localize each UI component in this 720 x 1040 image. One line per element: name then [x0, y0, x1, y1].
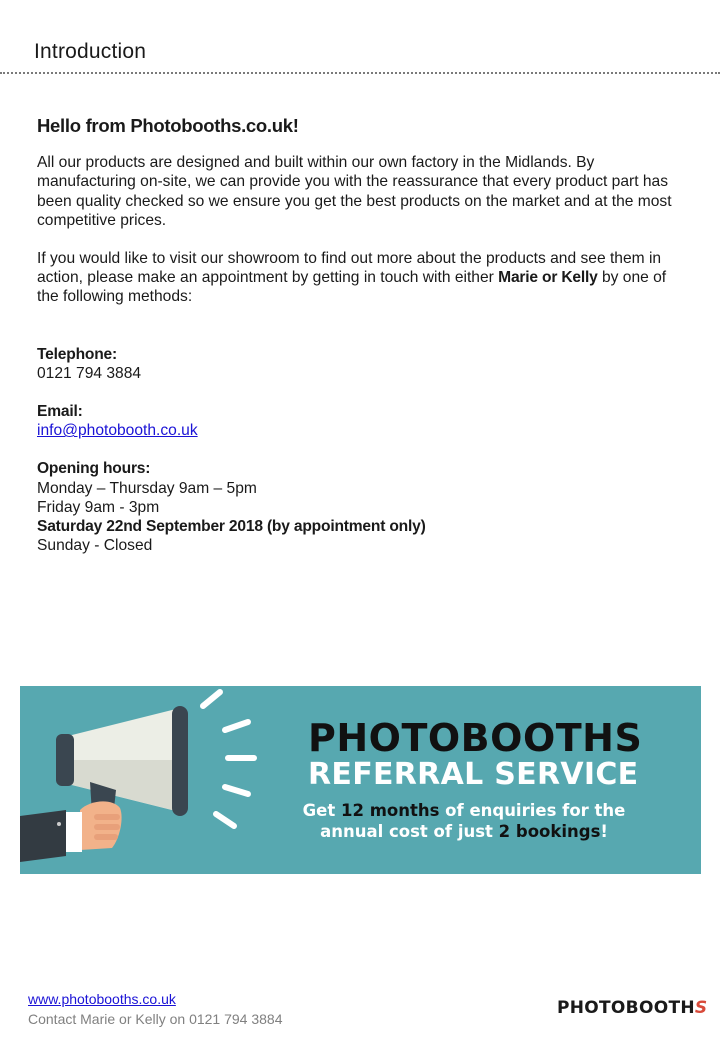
offer-text-4: ! [600, 822, 608, 841]
referral-banner[interactable] [20, 686, 701, 874]
greeting-heading: Hello from Photobooths.co.uk! [37, 115, 299, 136]
logo-accent: S [694, 998, 708, 1018]
showroom-paragraph [37, 249, 687, 307]
megaphone-icon [20, 686, 320, 874]
offer-bookings: 2 bookings [498, 822, 601, 841]
banner-offer [302, 800, 626, 842]
hours-sunday: Sunday - Closed [37, 537, 153, 555]
website-link[interactable]: www.photobooths.co.uk [28, 991, 176, 1007]
showroom-text-start: If you would like to visit our showroom to find out more about the products and see them in action, please make an appointment by getting in touch with either [37, 250, 662, 287]
photobooths-logo [557, 998, 707, 1018]
showroom-text-end: by one of the following methods: [37, 269, 667, 306]
hours-friday: Friday 9am - 3pm [37, 498, 160, 516]
opening-hours-label: Opening hours: [37, 460, 151, 478]
email-label: Email: [37, 403, 83, 421]
page-title: Introduction [34, 40, 147, 63]
telephone-label: Telephone: [37, 345, 118, 363]
contact-names: Marie or Kelly [498, 269, 598, 287]
hours-saturday: Saturday 22nd September 2018 (by appointment only) [37, 518, 426, 536]
opening-hours-block [37, 459, 687, 555]
banner-subtitle: REFERRAL SERVICE [308, 757, 639, 792]
document-body [37, 116, 687, 574]
footer-contact: Contact Marie or Kelly on 0121 794 3884 [28, 1011, 283, 1027]
logo-main: PHOTOBOOTH [557, 998, 695, 1018]
offer-text-3: annual cost of just [320, 822, 499, 841]
telephone-block [37, 345, 687, 383]
banner-title: PHOTOBOOTHS [308, 716, 643, 760]
email-block [37, 402, 687, 440]
header-divider [0, 72, 720, 74]
hours-weekdays: Monday – Thursday 9am – 5pm [37, 479, 257, 497]
telephone-value: 0121 794 3884 [37, 364, 142, 382]
offer-months: 12 months [341, 801, 440, 820]
offer-text-2: of enquiries for the [439, 801, 626, 820]
offer-text-1: Get [302, 801, 341, 820]
email-link[interactable]: info@photobooth.co.uk [37, 422, 198, 440]
intro-paragraph: All our products are designed and built within our own factory in the Midlands. By manufacturing on-site, we can provide you with the reassurance that every product part has been quality checked so we ensure you get the best products on the market and at the most competitive prices. [37, 154, 672, 229]
